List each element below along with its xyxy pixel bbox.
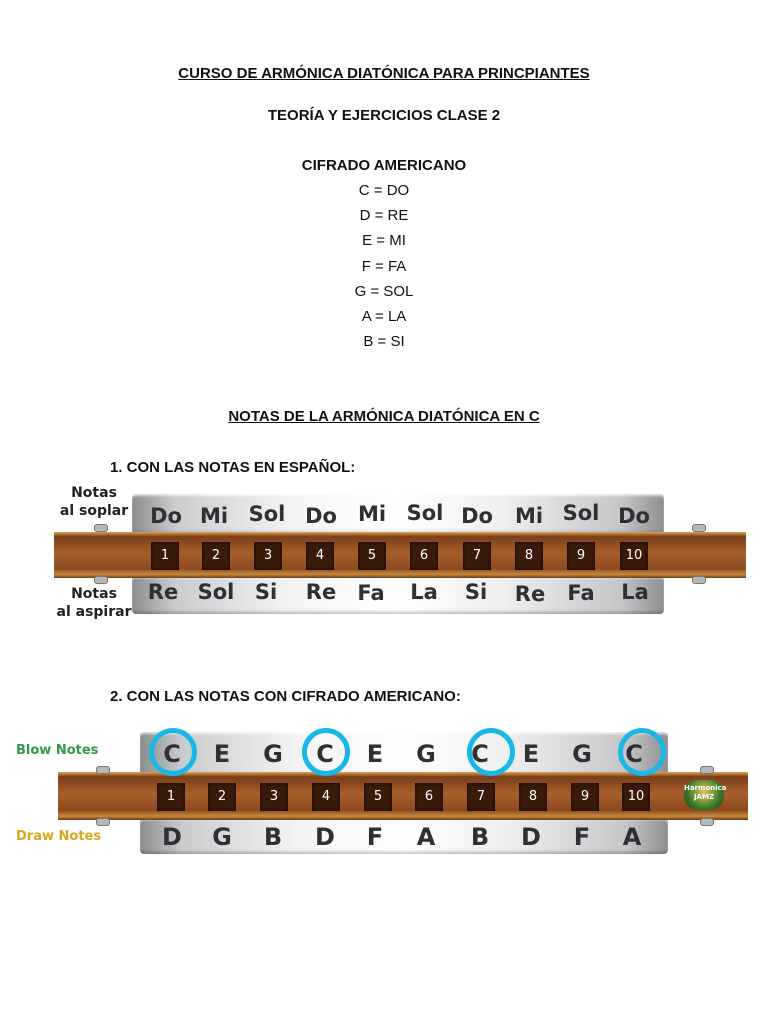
draw-note: B bbox=[470, 823, 490, 851]
section-heading: NOTAS DE LA ARMÓNICA DIATÓNICA EN C bbox=[228, 408, 540, 425]
rivet bbox=[96, 818, 110, 826]
hole-number: 3 bbox=[260, 783, 288, 811]
cifrado-line: C = DO bbox=[358, 182, 410, 199]
draw-note: La bbox=[410, 580, 438, 604]
rivet bbox=[692, 524, 706, 532]
blow-note: E bbox=[366, 740, 384, 768]
blow-note: G bbox=[572, 740, 592, 768]
c-highlight-ring bbox=[149, 728, 197, 776]
blow-note: Mi bbox=[199, 504, 229, 528]
hole-number: 5 bbox=[358, 542, 386, 570]
logo-text: JAMZ bbox=[693, 793, 715, 801]
draw-note: A bbox=[416, 823, 436, 851]
blow-note: Sol bbox=[406, 501, 444, 525]
blow-notes-label bbox=[52, 484, 136, 520]
blow-note: C bbox=[625, 740, 643, 768]
hole-number: 9 bbox=[571, 783, 599, 811]
hole-number: 1 bbox=[151, 542, 179, 570]
cifrado-heading: CIFRADO AMERICANO bbox=[301, 157, 467, 174]
hole-number: 8 bbox=[515, 542, 543, 570]
hole-number: 4 bbox=[312, 783, 340, 811]
document-title: CURSO DE ARMÓNICA DIATÓNICA PARA PRINCPIANTES bbox=[178, 65, 590, 82]
blow-note: E bbox=[522, 740, 540, 768]
rivet bbox=[94, 576, 108, 584]
hole-number: 10 bbox=[622, 783, 650, 811]
draw-note: D bbox=[521, 823, 541, 851]
draw-label-line: Notas bbox=[71, 586, 117, 602]
blow-note: Sol bbox=[562, 501, 600, 525]
blow-note: Mi bbox=[357, 502, 387, 526]
hole-number: 7 bbox=[463, 542, 491, 570]
rivet bbox=[94, 524, 108, 532]
draw-note: Si bbox=[464, 580, 488, 604]
hole-number: 8 bbox=[519, 783, 547, 811]
harmonica-diagram-american bbox=[0, 722, 768, 862]
draw-note: Re bbox=[305, 580, 337, 604]
hole-number: 6 bbox=[410, 542, 438, 570]
logo-text: Harmonica bbox=[684, 784, 727, 792]
draw-label-line: al aspirar bbox=[56, 604, 132, 620]
blow-note: G bbox=[263, 740, 283, 768]
draw-notes-label: Draw Notes bbox=[16, 829, 102, 844]
blow-label-line: Notas bbox=[71, 485, 117, 501]
cifrado-line: A = LA bbox=[361, 308, 407, 325]
harmonica-jamz-logo bbox=[684, 780, 727, 810]
draw-note: Sol bbox=[197, 580, 235, 604]
draw-note: D bbox=[315, 823, 335, 851]
hole-number: 1 bbox=[157, 783, 185, 811]
blow-note: Do bbox=[305, 504, 337, 528]
harmonica-diagram-spanish bbox=[0, 480, 768, 630]
blow-note: Do bbox=[618, 504, 650, 528]
cifrado-line: F = FA bbox=[361, 258, 407, 275]
rivet bbox=[700, 766, 714, 774]
cifrado-line: E = MI bbox=[362, 232, 406, 249]
rivet bbox=[700, 818, 714, 826]
draw-note: Fa bbox=[357, 581, 385, 605]
hole-number: 2 bbox=[202, 542, 230, 570]
blow-note: Mi bbox=[514, 504, 544, 528]
blow-note: G bbox=[416, 740, 436, 768]
draw-note: La bbox=[621, 580, 649, 604]
draw-note: B bbox=[263, 823, 283, 851]
class-subtitle: TEORÍA Y EJERCICIOS CLASE 2 bbox=[267, 107, 501, 124]
draw-note: Re bbox=[514, 582, 546, 606]
rivet bbox=[96, 766, 110, 774]
hole-number: 3 bbox=[254, 542, 282, 570]
cifrado-line: B = SI bbox=[363, 333, 405, 350]
blow-note: Do bbox=[150, 504, 182, 528]
c-highlight-ring bbox=[618, 728, 666, 776]
blow-label-line: al soplar bbox=[59, 503, 129, 519]
blow-note: C bbox=[471, 740, 489, 768]
blow-note: C bbox=[163, 740, 181, 768]
draw-notes-label bbox=[52, 585, 136, 621]
blow-note: C bbox=[316, 740, 334, 768]
draw-note: F bbox=[366, 823, 384, 851]
hole-number: 2 bbox=[208, 783, 236, 811]
cifrado-line: D = RE bbox=[359, 207, 409, 224]
harmonica1-heading: 1. CON LAS NOTAS EN ESPAÑOL: bbox=[110, 459, 356, 476]
hole-number: 4 bbox=[306, 542, 334, 570]
draw-note: Re bbox=[147, 580, 179, 604]
blow-note: Sol bbox=[248, 502, 286, 526]
draw-note: Fa bbox=[567, 581, 595, 605]
hole-number: 10 bbox=[620, 542, 648, 570]
draw-note: A bbox=[622, 823, 642, 851]
hole-number: 7 bbox=[467, 783, 495, 811]
draw-note: F bbox=[573, 823, 591, 851]
c-highlight-ring bbox=[302, 728, 350, 776]
draw-note: D bbox=[162, 823, 182, 851]
blow-note: E bbox=[213, 740, 231, 768]
draw-note: Si bbox=[254, 580, 278, 604]
c-highlight-ring bbox=[467, 728, 515, 776]
hole-number: 5 bbox=[364, 783, 392, 811]
hole-number: 9 bbox=[567, 542, 595, 570]
cifrado-line: G = SOL bbox=[354, 283, 414, 300]
rivet bbox=[692, 576, 706, 584]
blow-notes-label: Blow Notes bbox=[16, 743, 99, 758]
draw-note: G bbox=[212, 823, 232, 851]
harmonica2-heading: 2. CON LAS NOTAS CON CIFRADO AMERICANO: bbox=[110, 688, 461, 705]
hole-number: 6 bbox=[415, 783, 443, 811]
blow-note: Do bbox=[461, 504, 493, 528]
